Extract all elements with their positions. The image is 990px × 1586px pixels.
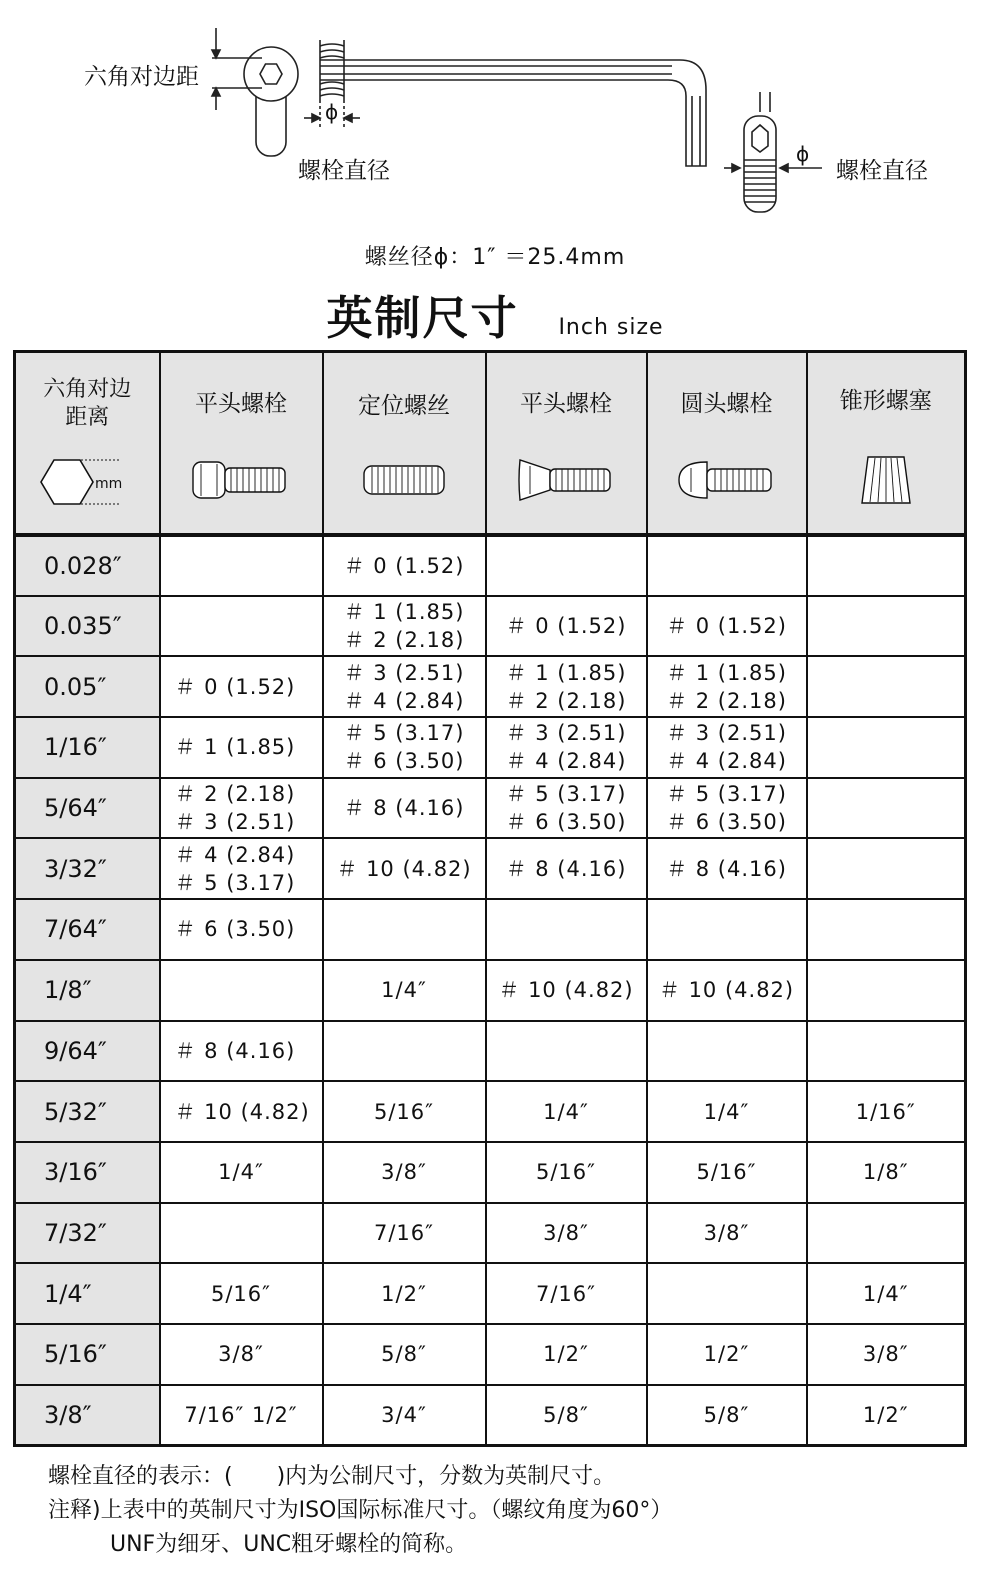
table-cell [486, 778, 647, 839]
table-cell [807, 899, 966, 960]
inch-size-table [13, 350, 967, 1447]
hexagon-icon [37, 454, 137, 510]
column-header [323, 352, 486, 536]
cell-line: ＃ 2 (2.18) [505, 688, 627, 713]
cell-line: ＃ 2 (2.18) [174, 782, 296, 807]
table-cell [486, 1203, 647, 1264]
page-subtitle: Inch size [558, 315, 664, 340]
column-header [807, 352, 966, 536]
table-cell [647, 1203, 807, 1264]
table-cell [323, 960, 486, 1021]
hex-wrench [320, 60, 706, 166]
table-cell [160, 1021, 323, 1082]
cell-line: 3/8″ [218, 1342, 264, 1367]
table-cell [323, 1021, 486, 1082]
row-size-cell: 3/16″ [15, 1142, 160, 1203]
cell-line: ＃ 5 (3.17) [666, 782, 787, 807]
cell-line: ＃ 1 (1.85) [174, 735, 296, 760]
cell-line: 1/4″ [381, 978, 427, 1003]
tapered-plug-icon [858, 455, 914, 505]
column-header-label: 平头螺栓 [520, 390, 612, 417]
cell-line: ＃ 3 (2.51) [666, 721, 787, 746]
table-cell [160, 1385, 323, 1446]
table-row [15, 1263, 966, 1324]
row-size-cell: 0.035″ [15, 596, 160, 657]
column-header-label: 平头螺栓 [195, 390, 287, 417]
cell-line: ＃ 8 (4.16) [505, 856, 627, 881]
table-row [15, 778, 966, 839]
table-cell [647, 1385, 807, 1446]
cell-line: 7/16″ 1/2″ [184, 1402, 298, 1427]
cell-line: ＃ 4 (2.84) [174, 842, 296, 867]
table-cell [807, 838, 966, 899]
row-size-cell: 0.05″ [15, 656, 160, 717]
hex-key-diagram [0, 0, 990, 230]
cell-line: 5/16″ [696, 1160, 757, 1185]
corner-label: 六角对边距离 [43, 377, 132, 430]
table-cell [323, 1385, 486, 1446]
row-size-cell: 7/32″ [15, 1203, 160, 1264]
table-cell [647, 899, 807, 960]
bolt-diameter-label-left: 螺栓直径 [298, 158, 390, 184]
row-size-cell: 1/4″ [15, 1263, 160, 1324]
table-cell [160, 1081, 323, 1142]
table-cell [160, 899, 323, 960]
column-header-label: 圆头螺栓 [680, 390, 773, 417]
table-cell [486, 535, 647, 596]
cell-line: 1/4″ [703, 1099, 750, 1124]
cell-line: ＃ 10 (4.82) [174, 1099, 310, 1124]
cell-line: 1/2″ [862, 1402, 909, 1427]
table-cell [807, 1021, 966, 1082]
cell-line: 1/4″ [218, 1160, 264, 1185]
cell-line: ＃ 1 (1.85) [343, 600, 465, 625]
cell-line: ＃ 3 (2.51) [343, 660, 465, 685]
cell-line: 1/2″ [381, 1281, 427, 1306]
table-row [15, 838, 966, 899]
column-header-label: 锥形螺塞 [839, 387, 932, 414]
table-cell [486, 1081, 647, 1142]
title-row [0, 282, 990, 348]
cell-line: ＃ 6 (3.50) [174, 917, 296, 942]
table-cell [647, 535, 807, 596]
cell-line: ＃ 0 (1.52) [174, 674, 296, 699]
cell-line: ＃ 10 (4.82) [498, 978, 634, 1003]
cell-line: ＃ 1 (1.85) [505, 660, 627, 685]
table-cell [160, 1324, 323, 1385]
cell-line: 5/16″ [373, 1099, 434, 1124]
note-line: 螺栓直径的表示：( )内为公制尺寸，分数为英制尺寸。 [48, 1464, 616, 1489]
table-cell [647, 1021, 807, 1082]
row-size-cell: 5/16″ [15, 1324, 160, 1385]
table-cell [160, 596, 323, 657]
cell-line: ＃ 8 (4.16) [666, 856, 787, 881]
table-row [15, 1142, 966, 1203]
cell-line: 1/2″ [703, 1342, 750, 1367]
right-bolt [744, 116, 776, 212]
table-cell [807, 656, 966, 717]
column-header-label: 定位螺丝 [358, 392, 450, 419]
table-cell [486, 656, 647, 717]
table-cell [160, 717, 323, 778]
page-title: 英制尺寸 [326, 291, 519, 345]
table-row [15, 960, 966, 1021]
table-cell [647, 1263, 807, 1324]
cell-line: 5/16″ [535, 1160, 596, 1185]
table-row [15, 535, 966, 596]
table-cell [323, 899, 486, 960]
table-cell [486, 596, 647, 657]
cell-line: ＃ 1 (1.85) [666, 660, 787, 685]
table-cell [160, 1203, 323, 1264]
cell-line: 5/16″ [210, 1281, 271, 1306]
note-line: 注释)上表中的英制尺寸为ISO国际标准尺寸。（螺纹角度为60°） [48, 1498, 673, 1523]
table-cell [160, 535, 323, 596]
table-cell [647, 1142, 807, 1203]
left-bolt-head [244, 47, 298, 101]
table-cell [807, 535, 966, 596]
cell-line: ＃ 2 (2.18) [343, 628, 465, 653]
table-row [15, 1324, 966, 1385]
table-cell [486, 1324, 647, 1385]
table-cell [647, 838, 807, 899]
note-line: UNF为细牙、UNC粗牙螺栓的简称。 [110, 1532, 468, 1557]
table-cell [323, 1142, 486, 1203]
table-cell [647, 656, 807, 717]
table-row [15, 596, 966, 657]
row-size-cell: 1/16″ [15, 717, 160, 778]
table-row [15, 1203, 966, 1264]
phi-symbol-left: ϕ [325, 100, 339, 124]
cell-line: ＃ 5 (3.17) [174, 870, 296, 895]
table-cell [323, 1263, 486, 1324]
cell-line: ＃ 6 (3.50) [505, 810, 627, 835]
cell-line: ＃ 6 (3.50) [343, 749, 465, 774]
table-cell [323, 717, 486, 778]
cell-line: ＃ 10 (4.82) [658, 978, 795, 1003]
table-cell [323, 838, 486, 899]
cell-line: ＃ 8 (4.16) [343, 796, 465, 821]
cell-line: 3/8″ [543, 1220, 589, 1245]
row-size-cell: 7/64″ [15, 899, 160, 960]
table-cell [647, 717, 807, 778]
table-cell [647, 778, 807, 839]
table-row [15, 717, 966, 778]
cell-line: ＃ 10 (4.82) [336, 856, 472, 881]
table-cell [160, 838, 323, 899]
table-cell [160, 960, 323, 1021]
cell-line: ＃ 3 (2.51) [505, 721, 627, 746]
table-cell [807, 1385, 966, 1446]
cell-line: ＃ 8 (4.16) [174, 1038, 296, 1063]
row-size-cell: 0.028″ [15, 535, 160, 596]
cell-line: ＃ 3 (2.51) [174, 810, 296, 835]
table-cell [323, 778, 486, 839]
table-cell [160, 656, 323, 717]
cell-line: 5/8″ [381, 1342, 427, 1367]
column-header [160, 352, 323, 536]
row-size-cell: 5/32″ [15, 1081, 160, 1142]
flat-head-screw-icon [516, 458, 616, 502]
table-row [15, 1021, 966, 1082]
cell-line: 1/8″ [862, 1160, 909, 1185]
cell-line: ＃ 0 (1.52) [666, 614, 787, 639]
table-cell [486, 1385, 647, 1446]
table-cell [647, 596, 807, 657]
cell-line: ＃ 6 (3.50) [666, 810, 787, 835]
row-size-cell: 5/64″ [15, 778, 160, 839]
cell-line: ＃ 0 (1.52) [343, 553, 465, 578]
table-cell [486, 899, 647, 960]
cell-line: 3/4″ [381, 1402, 427, 1427]
row-size-cell: 1/8″ [15, 960, 160, 1021]
cell-line: 1/4″ [862, 1281, 909, 1306]
cell-line: ＃ 4 (2.84) [505, 749, 627, 774]
phi-symbol-right: ϕ [796, 142, 810, 166]
table-cell [323, 1203, 486, 1264]
table-cell [647, 1081, 807, 1142]
table-cell [807, 1142, 966, 1203]
cell-line: 1/2″ [543, 1342, 589, 1367]
cell-line: ＃ 2 (2.18) [666, 688, 787, 713]
cell-line: 1/16″ [855, 1099, 916, 1124]
table-cell [486, 1021, 647, 1082]
bolt-diameter-label-right: 螺栓直径 [836, 158, 928, 184]
table-cell [647, 960, 807, 1021]
table-cell [486, 1263, 647, 1324]
cell-line: 7/16″ [535, 1281, 596, 1306]
table-row [15, 899, 966, 960]
table-cell [160, 778, 323, 839]
cell-line: 5/8″ [543, 1402, 589, 1427]
table-cell [807, 596, 966, 657]
cell-line: 3/8″ [381, 1160, 427, 1185]
table-cell [323, 1324, 486, 1385]
table-cell [807, 717, 966, 778]
set-screw-icon [362, 460, 446, 500]
column-header [647, 352, 807, 536]
hex-across-flats-label: 六角对边距 [84, 64, 199, 90]
table-cell [647, 1324, 807, 1385]
table-cell [323, 596, 486, 657]
cell-line: 3/8″ [703, 1220, 750, 1245]
cell-line: ＃ 4 (2.84) [666, 749, 787, 774]
cell-line: 5/8″ [703, 1402, 750, 1427]
cell-line: ＃ 5 (3.17) [505, 782, 627, 807]
table-cell [323, 656, 486, 717]
column-header [486, 352, 647, 536]
cell-line: 1/4″ [543, 1099, 589, 1124]
cell-line: ＃ 4 (2.84) [343, 688, 465, 713]
cell-line: 3/8″ [862, 1342, 909, 1367]
table-row [15, 656, 966, 717]
row-size-cell: 3/32″ [15, 838, 160, 899]
table-header-row [15, 352, 966, 536]
table-cell [807, 1081, 966, 1142]
socket-head-cap-screw-icon [191, 458, 291, 502]
header-corner [15, 352, 160, 536]
corner-unit: mm [95, 476, 123, 492]
table-cell [323, 535, 486, 596]
table-cell [486, 838, 647, 899]
table-cell [807, 778, 966, 839]
row-size-cell: 3/8″ [15, 1385, 160, 1446]
cell-line: ＃ 0 (1.52) [505, 614, 627, 639]
button-head-screw-icon [677, 458, 777, 502]
table-row [15, 1081, 966, 1142]
table-cell [486, 1142, 647, 1203]
table-row [15, 1385, 966, 1446]
cell-line: 7/16″ [373, 1220, 434, 1245]
cell-line: ＃ 5 (3.17) [343, 721, 465, 746]
table-cell [323, 1081, 486, 1142]
table-cell [807, 960, 966, 1021]
table-cell [160, 1263, 323, 1324]
table-cell [160, 1142, 323, 1203]
table-cell [486, 717, 647, 778]
table-cell [807, 1203, 966, 1264]
table-cell [807, 1263, 966, 1324]
notes [48, 1460, 672, 1562]
row-size-cell: 9/64″ [15, 1021, 160, 1082]
table-cell [807, 1324, 966, 1385]
diameter-conversion-formula: 螺丝径ϕ：1″ ＝25.4mm [364, 245, 626, 270]
table-cell [486, 960, 647, 1021]
